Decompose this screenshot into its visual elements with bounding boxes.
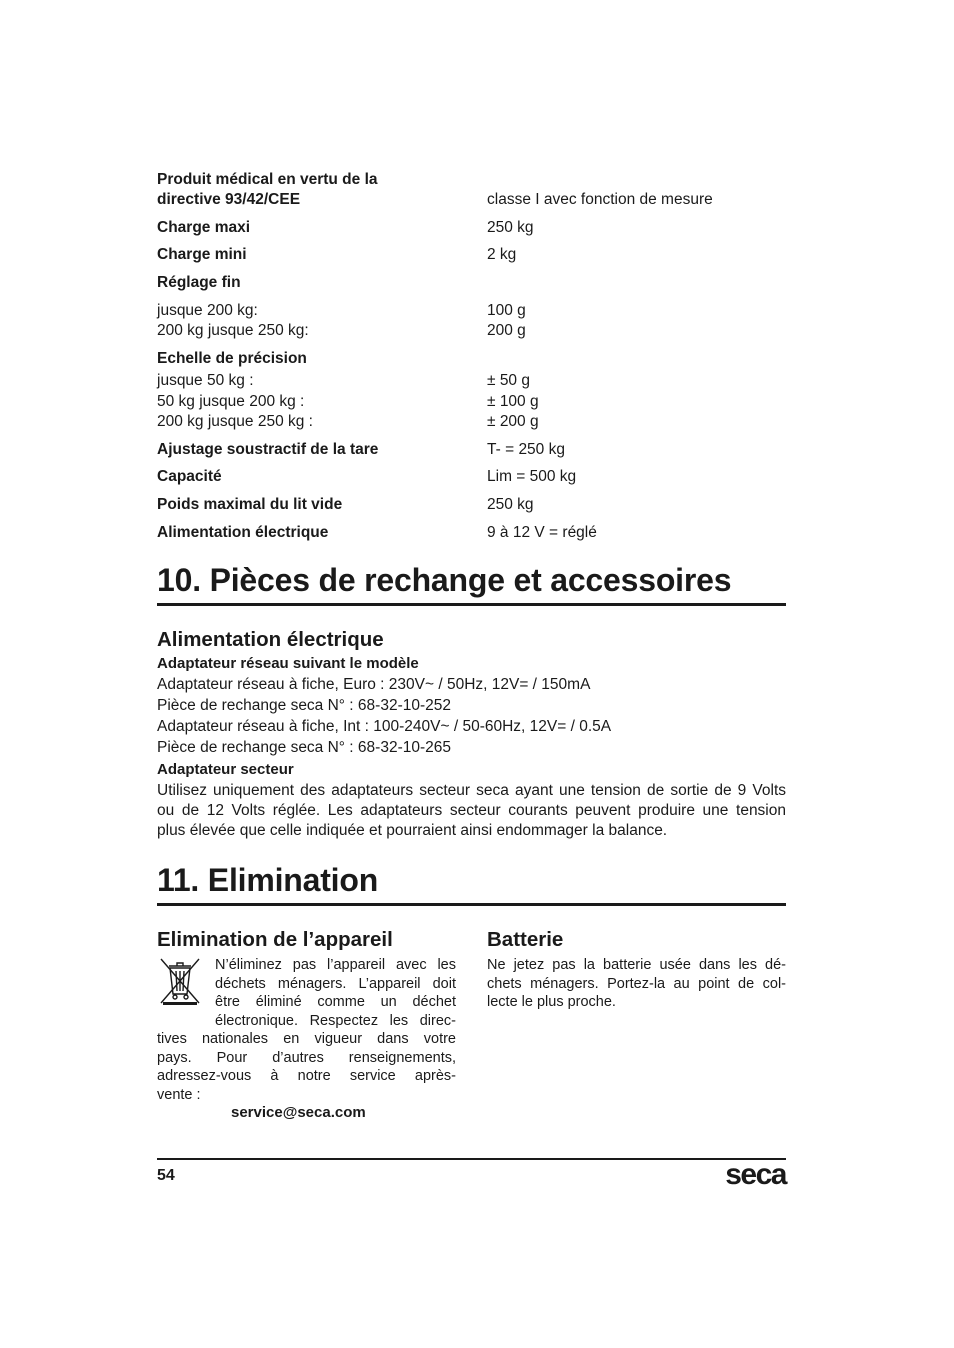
spec-label-bed-weight: Poids maximal du lit vide bbox=[157, 496, 343, 513]
crossed-out-bin-icon bbox=[157, 956, 203, 1006]
spec-range-fine-1: jusque 200 kg: bbox=[157, 302, 258, 319]
spec-label-medical-1: Produit médical en vertu de la bbox=[157, 171, 378, 188]
device-line-2: déchets ménagers. L’appareil doit bbox=[215, 975, 456, 992]
seca-logo: seca bbox=[725, 1158, 786, 1191]
spec-value-min-load: 2 kg bbox=[487, 246, 517, 263]
sector-line-1: Utilisez uniquement des adaptateurs secteur seca ayant une tension de sortie de 9 Volts bbox=[157, 782, 786, 799]
spec-value-power: 9 à 12 V = réglé bbox=[487, 524, 597, 541]
spec-label-precision: Echelle de précision bbox=[157, 350, 307, 367]
footer-rule bbox=[157, 1158, 786, 1160]
spec-label-power: Alimentation électrique bbox=[157, 524, 329, 541]
spec-value-fine-1: 100 g bbox=[487, 302, 526, 319]
sector-heading: Adaptateur secteur bbox=[157, 761, 294, 778]
battery-heading: Batterie bbox=[487, 928, 564, 951]
device-text-below-icon bbox=[157, 1030, 456, 1104]
spec-label-capacity: Capacité bbox=[157, 468, 222, 485]
section-10-title: 10. Pièces de rechange et accessoires bbox=[157, 562, 732, 598]
adapter-line-4: Pièce de rechange seca N° : 68-32-10-265 bbox=[157, 739, 451, 756]
device-text-beside-icon bbox=[215, 956, 456, 1030]
device-line-4: électronique. Respectez les direc- bbox=[215, 1012, 456, 1029]
spec-value-precision-3: ± 200 g bbox=[487, 413, 539, 430]
page-number: 54 bbox=[157, 1167, 175, 1184]
device-line-6: pays. Pour d’autres renseignements, bbox=[157, 1049, 456, 1066]
spec-range-precision-1: jusque 50 kg : bbox=[157, 372, 254, 389]
spec-range-precision-3: 200 kg jusque 250 kg : bbox=[157, 413, 313, 430]
spec-label-min-load: Charge mini bbox=[157, 246, 247, 263]
device-line-1: N’éliminez pas l’appareil avec les bbox=[215, 957, 456, 973]
spec-value-precision-1: ± 50 g bbox=[487, 372, 530, 389]
sector-paragraph bbox=[157, 781, 786, 841]
spec-value-precision-2: ± 100 g bbox=[487, 393, 539, 410]
spec-value-medical: classe I avec fonction de mesure bbox=[487, 191, 713, 208]
battery-paragraph bbox=[487, 956, 786, 1012]
device-line-3: être éliminé comme un déchet bbox=[215, 994, 456, 1010]
spec-label-tare: Ajustage soustractif de la tare bbox=[157, 441, 379, 458]
sector-line-3: plus élevée que celle indiquée et pourraient ainsi endommager la balance. bbox=[157, 822, 668, 839]
adapter-line-3: Adaptateur réseau à fiche, Int : 100-240V~ / 50-60Hz, 12V= / 0.5A bbox=[157, 718, 612, 735]
battery-line-3: lecte le plus proche. bbox=[487, 994, 616, 1010]
spec-value-tare: T- = 250 kg bbox=[487, 441, 565, 458]
spec-range-precision-2: 50 kg jusque 200 kg : bbox=[157, 393, 305, 410]
device-line-5: tives nationales en vigueur dans votre bbox=[157, 1031, 456, 1047]
section-10-subtitle: Alimentation électrique bbox=[157, 628, 384, 651]
battery-line-1: Ne jetez pas la batterie usée dans les dé- bbox=[487, 957, 786, 973]
device-line-7: adressez-vous à notre service après- bbox=[157, 1068, 456, 1084]
device-line-8: vente : bbox=[157, 1086, 201, 1103]
spec-value-bed-weight: 250 kg bbox=[487, 496, 534, 513]
battery-line-2: chets ménagers. Portez-la au point de col- bbox=[487, 975, 786, 992]
section-11-rule bbox=[157, 903, 786, 906]
spec-value-capacity: Lim = 500 kg bbox=[487, 468, 577, 485]
spec-range-fine-2: 200 kg jusque 250 kg: bbox=[157, 322, 309, 339]
adapter-line-1: Adaptateur réseau à fiche, Euro : 230V~ / 50Hz, 12V= / 150mA bbox=[157, 676, 591, 693]
adapter-heading: Adaptateur réseau suivant le modèle bbox=[157, 655, 419, 672]
device-disposal-heading: Elimination de l’appareil bbox=[157, 928, 393, 951]
sector-line-2: ou de 12 Volts réglée. Les adaptateurs secteur courants peuvent produire une tension bbox=[157, 802, 786, 819]
service-email: service@seca.com bbox=[231, 1104, 366, 1121]
section-10-rule bbox=[157, 603, 786, 606]
section-11-title: 11. Elimination bbox=[157, 862, 379, 898]
spec-label-max-load: Charge maxi bbox=[157, 219, 251, 236]
spec-value-max-load: 250 kg bbox=[487, 219, 534, 236]
adapter-line-2: Pièce de rechange seca N° : 68-32-10-252 bbox=[157, 697, 451, 714]
spec-label-medical-2: directive 93/42/CEE bbox=[157, 191, 301, 208]
spec-label-fine: Réglage fin bbox=[157, 274, 241, 291]
spec-value-fine-2: 200 g bbox=[487, 322, 526, 339]
